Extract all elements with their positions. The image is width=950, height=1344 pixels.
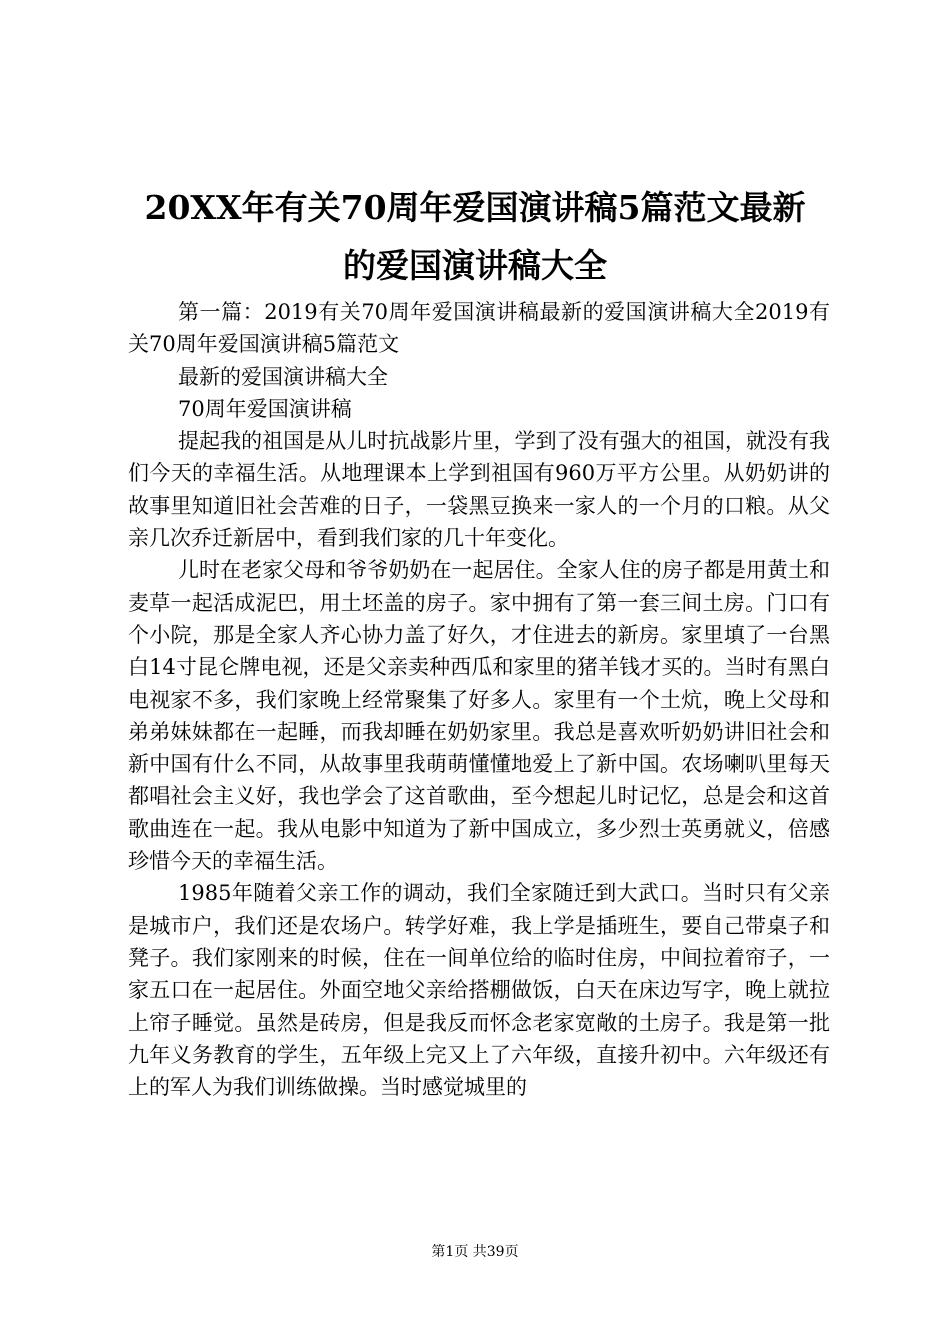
paragraph-heading: 第一篇：2019有关70周年爱国演讲稿最新的爱国演讲稿大全2019有关70周年爱国演讲稿5篇范文 xyxy=(128,300,830,357)
page-number-footer: 第1页 共39页 xyxy=(431,1244,519,1260)
paragraph-subtitle-1: 最新的爱国演讲稿大全 xyxy=(178,364,388,389)
document-title-line-1: 20XX年有关70周年爱国演讲稿5篇范文最新 xyxy=(144,188,806,227)
paragraph: 提起我的祖国是从儿时抗战影片里，学到了没有强大的祖国，就没有我们今天的幸福生活。从地理课本上学到祖国有960万平方公里。从奶奶讲的故事里知道旧社会苦难的日子，一袋黑豆换来一家人的一个月的口粮。从父亲几次乔迁新居中，看到我们家的几十年变化。 xyxy=(128,429,830,551)
paragraph: 1985年随着父亲工作的调动，我们全家随迁到大武口。当时只有父亲是城市户，我们还是农场户。转学好难，我上学是插班生，要自己带桌子和凳子。我们家刚来的时候，住在一间单位给的临时住房，中间拉着帘子，一家五口在一起居住。外面空地父亲给搭棚做饭，白天在床边写字，晚上就拉上帘子睡觉。虽然是砖房，但是我反而怀念老家宽敞的土房子。我是第一批九年义务教育的学生，五年级上完又上了六年级，直接升初中。六年级还有上的军人为我们训练做操。当时感觉城里的 xyxy=(128,881,830,1100)
document-title-line-2: 的爱国演讲稿大全 xyxy=(343,246,607,285)
paragraph: 儿时在老家父母和爷爷奶奶在一起居住。全家人住的房子都是用黄土和麦草一起活成泥巴，用土坯盖的房子。家中拥有了第一套三间土房。门口有个小院，那是全家人齐心协力盖了好久，才住进去的新房。家里填了一台黑白14寸昆仑牌电视，还是父亲卖种西瓜和家里的猪羊钱才买的。当时有黑白电视家不多，我们家晚上经常聚集了好多人。家里有一个土炕，晚上父母和弟弟妹妹都在一起睡，而我却睡在奶奶家里。我总是喜欢听奶奶讲旧社会和新中国有什么不同，从故事里我萌萌懂懂地爱上了新中国。农场喇叭里每天都唱社会主义好，我也学会了这首歌曲，至今想起儿时记忆，总是会和这首歌曲连在一起。我从电影中知道为了新中国成立，多少烈士英勇就义，倍感珍惜今天的幸福生活。 xyxy=(128,558,830,874)
document-body xyxy=(128,296,830,1103)
paragraph-subtitle-2: 70周年爱国演讲稿 xyxy=(178,396,352,421)
